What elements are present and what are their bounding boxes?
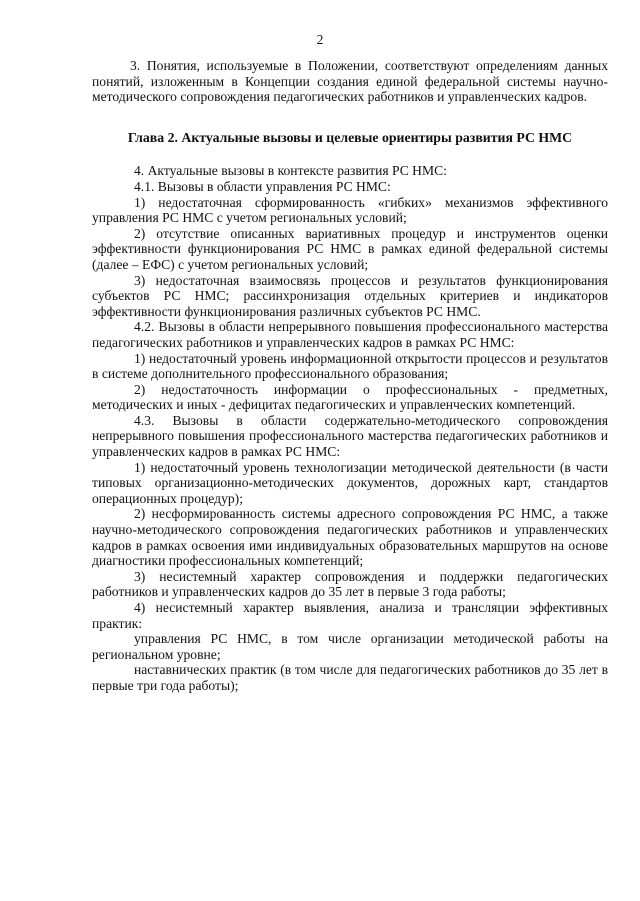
list-item-4-1-1: 1) недостаточная сформированность «гибких» механизмов эффективного управления РС НМС с учетом региональных условий;	[92, 194, 608, 226]
document-body	[92, 58, 608, 694]
list-item-4-2-2: 2) недостаточность информации о профессиональных - предметных, методических и иных - дефицитах педагогических и управленческих компетенций.	[92, 381, 608, 413]
chapter-heading: Глава 2. Актуальные вызовы и целевые ориентиры развития РС НМС	[127, 129, 573, 145]
paragraph-4-1: 4.1. Вызовы в области управления РС НМС:	[134, 178, 391, 194]
list-item-4-3-1: 1) недостаточный уровень технологизации методической деятельности (в части типовых организационно-методических документов, дорожных карт, стандартов операционных процедур);	[92, 459, 608, 506]
sub-item-management: управления РС НМС, в том числе организации методической работы на региональном уровне;	[92, 631, 608, 662]
list-item-4-1-3: 3) недостаточная взаимосвязь процессов и результатов функционирования субъектов РС НМС; рассинхронизация отдельных критериев и индикаторов эффективности функционирования различных субъектов РС НМС.	[92, 272, 608, 319]
sub-item-mentoring: наставнических практик (в том числе для педагогических работников до 35 лет в первые три года работы);	[92, 662, 608, 693]
paragraph-4: 4. Актуальные вызовы в контексте развития РС НМС:	[134, 163, 447, 179]
list-item-4-3-4: 4) несистемный характер выявления, анализа и трансляции эффективных практик:	[92, 600, 608, 631]
paragraph-3: 3. Понятия, используемые в Положении, соответствуют определениям данных понятий, изложенным в Концепции создания единой федеральной системы научно-методического сопровождения педагогических работников и управленческих кадров.	[92, 58, 608, 105]
paragraph-4-3: 4.3. Вызовы в области содержательно-методического сопровождения непрерывного повышения профессионального мастерства педагогических работников и управленческих кадров в рамках РС НМС:	[92, 412, 608, 460]
paragraph-4-2: 4.2. Вызовы в области непрерывного повышения профессионального мастерства педагогических работников и управленческих кадров в рамках РС НМС:	[92, 319, 608, 350]
list-item-4-3-2: 2) несформированность системы адресного сопровождения РС НМС, а также научно-методического сопровождения педагогических работников и управленческих кадров в рамках освоения ими индивидуальных образовательных маршрутов на основе диагностики профессиональных компетенций;	[92, 506, 608, 569]
list-item-4-3-3: 3) несистемный характер сопровождения и поддержки педагогических работников и управленческих кадров до 35 лет в первые 3 года работы;	[92, 568, 608, 600]
page-number: 2	[316, 32, 324, 47]
list-item-4-2-1: 1) недостаточный уровень информационной открытости процессов и результатов в системе дополнительного профессионального образования;	[92, 350, 608, 382]
list-item-4-1-2: 2) отсутствие описанных вариативных процедур и инструментов оценки эффективности функционирования РС НМС в рамках единой федеральной системы (далее – ЕФС) с учетом региональных условий;	[92, 225, 608, 272]
